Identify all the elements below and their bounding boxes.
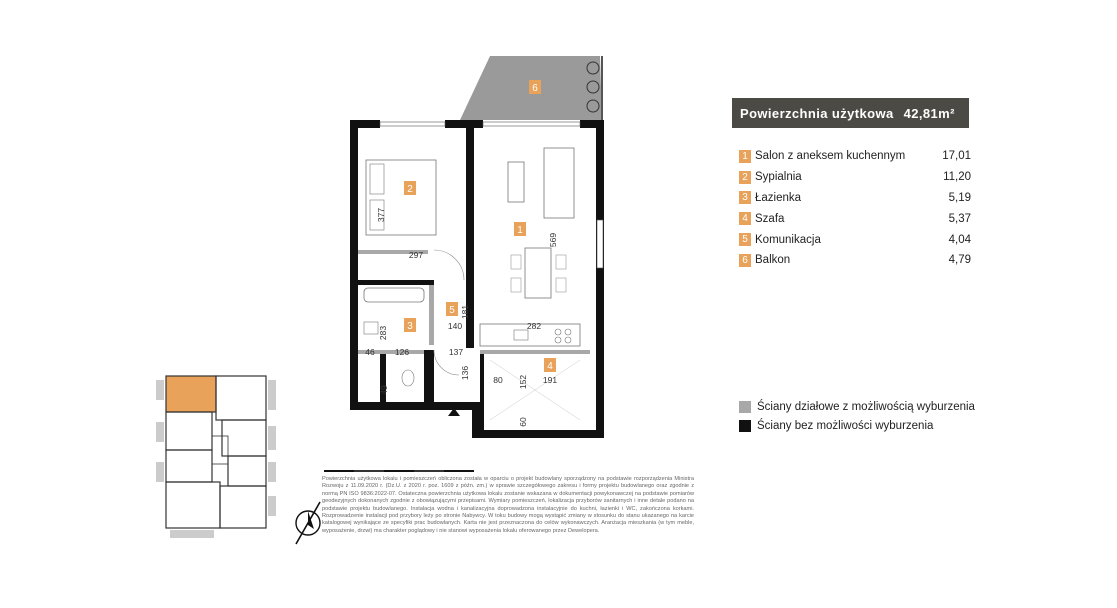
list-item: [739, 229, 971, 250]
list-item: [739, 188, 971, 209]
svg-text:80: 80: [493, 375, 503, 385]
svg-text:569: 569: [548, 232, 558, 248]
wall-legend: [739, 398, 975, 436]
svg-text:152: 152: [518, 374, 528, 390]
usable-area-header: [732, 98, 969, 128]
room-number-badge: 2: [739, 171, 751, 184]
svg-text:137: 137: [448, 347, 464, 357]
svg-text:140: 140: [447, 321, 463, 331]
floor-plan-drawing: [300, 50, 620, 440]
list-item: [739, 250, 971, 271]
svg-text:181: 181: [460, 304, 470, 320]
list-item: [739, 167, 971, 188]
room-number-badge: 3: [739, 191, 751, 204]
room-area: 11,20: [943, 171, 971, 184]
header-title: Powierzchnia użytkowa: [740, 105, 894, 121]
legend-label: Ściany działowe z możliwością wyburzenia: [757, 401, 975, 413]
svg-text:136: 136: [460, 365, 470, 381]
svg-text:283: 283: [378, 325, 388, 341]
list-item: [739, 208, 971, 229]
svg-text:126: 126: [394, 347, 410, 357]
room-name: Balkon: [755, 254, 791, 267]
room-number-badge: 5: [739, 233, 751, 246]
room-name: Sypialnia: [755, 171, 802, 184]
room-name: Szafa: [755, 212, 785, 225]
room-number-badge: 1: [739, 150, 751, 163]
north-arrow-icon: [290, 498, 326, 548]
svg-text:191: 191: [542, 375, 558, 385]
black-swatch: [739, 420, 751, 432]
svg-text:46: 46: [365, 347, 375, 357]
floor-plan: [300, 50, 620, 440]
plan-label-6: 6: [532, 83, 538, 94]
svg-text:60: 60: [518, 417, 528, 427]
header-area: 42,81m²: [903, 105, 955, 121]
list-item: [739, 146, 971, 167]
disclaimer-text: Powierzchnia użytkowa lokalu i pomieszczeń obliczona została w oparciu o projekt budowlany sporządzony na podstawie rozporządzenia Ministra Rozwoju z 11.09.2020 r. (Dz.U. z 2020 r. poz. 1609 z późn. zm.) w sprawie szczegółowego zakresu i formy projektu budowlanego oraz zgodnie z normą PN ISO 9836:2022-07. Ostateczna powierzchnia użytkowa lokalu zostanie wskazana w dokumentacji powykonawczej na podstawie pomiarów geodezyjnych dokonanych zgodnie z obowiązującymi przepisami. Wymiary pomieszczeń, lokalizacja przyborów sanitarnych i inne detale podano na podstawie projektu budowlanego. Instalacja wodna i kanalizacyjna doprowadzona instalacyjnie do kuchni, łazienki i WC, zakończona korkami. Rozprowadzenie instalacji pod przybory leży po stronie Nabywcy. W toku budowy mogą wystąpić zmiany w stosunku do stanu ukazanego na karcie katalogowej wynikające ze specyfiki prac budowlanych. Karta nie jest przeznaczona do celów wykonawczych. Aranżacja mieszkania (w tym meble, wyposażenie, drzwi) ma charakter poglądowy i nie stanowi wyposażenia lokalu oferowanego przez Dewelopera.: [322, 476, 694, 534]
svg-text:49: 49: [379, 385, 389, 395]
room-name: Łazienka: [755, 191, 802, 204]
plan-label-5: 5: [449, 305, 455, 316]
svg-text:377: 377: [376, 207, 386, 223]
room-number-badge: 6: [739, 254, 751, 267]
room-list: [739, 146, 971, 271]
legend-label: Ściany bez możliwości wyburzenia: [757, 420, 934, 432]
room-area: 5,19: [948, 191, 971, 204]
plan-label-3: 3: [407, 321, 413, 332]
legend-item-fixed: [739, 417, 975, 435]
plan-label-4: 4: [547, 361, 553, 372]
plan-label-2: 2: [407, 184, 413, 195]
building-key-plan: [152, 366, 280, 546]
room-number-badge: 4: [739, 212, 751, 225]
room-area: 5,37: [948, 212, 971, 225]
scale-bar: [324, 462, 474, 470]
room-name: Komunikacja: [755, 233, 821, 246]
svg-text:297: 297: [408, 250, 424, 260]
room-area: 4,79: [948, 254, 971, 267]
room-area: 17,01: [942, 150, 971, 163]
room-name: Salon z aneksem kuchennym: [755, 150, 906, 163]
plan-label-1: 1: [517, 225, 523, 236]
svg-text:282: 282: [526, 321, 542, 331]
apartment-highlight: [166, 376, 216, 412]
room-area: 4,04: [948, 233, 971, 246]
grey-swatch: [739, 401, 751, 413]
legend-item-removable: [739, 398, 975, 416]
